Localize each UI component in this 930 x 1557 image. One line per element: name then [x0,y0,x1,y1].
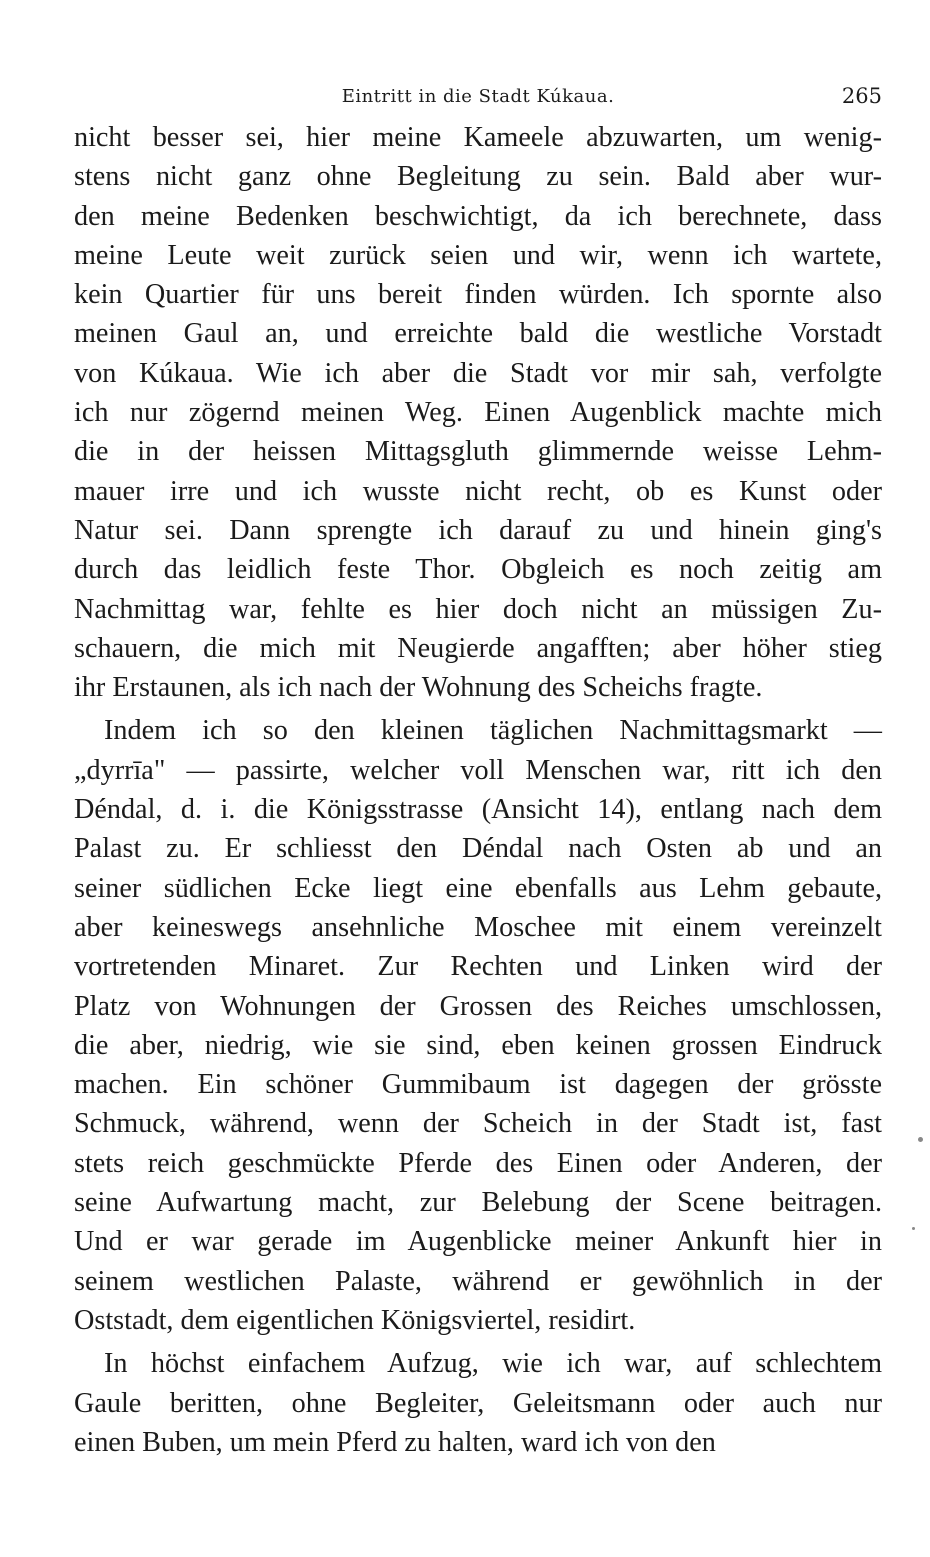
text-line: Gaule beritten, ohne Begleiter, Geleitsmann oder auch nur [74,1387,882,1419]
text-line: nicht besser sei, hier meine Kameele abzuwarten, um wenig- [74,122,882,153]
paragraph [74,1344,882,1462]
text-line: Schmuck, während, wenn der Scheich in der Stadt ist, fast [74,1108,882,1140]
text-line: Natur sei. Dann sprengte ich darauf zu und hinein ging's [74,514,882,546]
text-line: stens nicht ganz ohne Begleitung zu sein. Bald aber wur- [74,161,882,193]
page-header [74,78,882,118]
text-line: einen Buben, um mein Pferd zu halten, ward ich von den [74,1426,716,1458]
text-line: aber keineswegs ansehnliche Moschee mit einem vereinzelt [74,911,882,943]
text-line: In höchst einfachem Aufzug, wie ich war, auf schlechtem [104,1348,882,1380]
text-line: Nachmittag war, fehlte es hier doch nicht an müssigen Zu- [74,593,882,625]
body-text [74,118,882,1462]
text-line: Oststadt, dem eigentlichen Königsviertel, residirt. [74,1304,636,1336]
text-line: kein Quartier für uns bereit finden würden. Ich spornte also [74,279,882,311]
text-line: durch das leidlich feste Thor. Obgleich es noch zeitig am [74,554,882,586]
text-line: „dyrrīa" — passirte, welcher voll Menschen war, ritt ich den [74,754,882,786]
paragraph [74,711,882,1340]
print-speck [918,1137,923,1142]
print-speck [912,1227,915,1230]
text-line: meinen Gaul an, und erreichte bald die westliche Vorstadt [74,318,882,350]
text-line: die aber, niedrig, wie sie sind, eben keinen grossen Eindruck [74,1029,882,1061]
text-line: die in der heissen Mittagsgluth glimmernde weisse Lehm- [74,436,882,468]
text-line: den meine Bedenken beschwichtigt, da ich berechnete, dass [74,200,882,232]
text-line: stets reich geschmückte Pferde des Einen oder Anderen, der [74,1147,882,1179]
text-line: seiner südlichen Ecke liegt eine ebenfalls aus Lehm gebaute, [74,872,882,904]
text-line: ihr Erstaunen, als ich nach der Wohnung des Scheichs fragte. [74,672,763,704]
text-line: vortretenden Minaret. Zur Rechten und Linken wird der [74,951,882,983]
text-line: seinem westlichen Palaste, während er gewöhnlich in der [74,1265,882,1297]
text-line: machen. Ein schöner Gummibaum ist dagegen der grösste [74,1069,882,1101]
running-head: Eintritt in die Stadt Kúkaua. [341,86,615,107]
text-line: schauern, die mich mit Neugierde angafften; aber höher stieg [74,632,882,664]
text-line: Déndal, d. i. die Königsstrasse (Ansicht 14), entlang nach dem [74,794,882,826]
paragraph [74,118,882,707]
text-line: meine Leute weit zurück seien und wir, wenn ich wartete, [74,239,882,271]
page-number: 265 [841,84,882,108]
text-line: Palast zu. Er schliesst den Déndal nach Osten ab und an [74,833,882,865]
book-page [74,78,882,1462]
text-line: mauer irre und ich wusste nicht recht, ob es Kunst oder [74,475,882,507]
text-line: von Kúkaua. Wie ich aber die Stadt vor mir sah, verfolgte [74,357,882,389]
text-line: seine Aufwartung macht, zur Belebung der Scene beitragen. [74,1187,882,1219]
text-line: Indem ich so den kleinen täglichen Nachmittagsmarkt — [104,715,882,747]
text-line: Und er war gerade im Augenblicke meiner Ankunft hier in [74,1226,882,1258]
text-line: Platz von Wohnungen der Grossen des Reiches umschlossen, [74,990,882,1022]
text-line: ich nur zögernd meinen Weg. Einen Augenblick machte mich [74,397,882,429]
